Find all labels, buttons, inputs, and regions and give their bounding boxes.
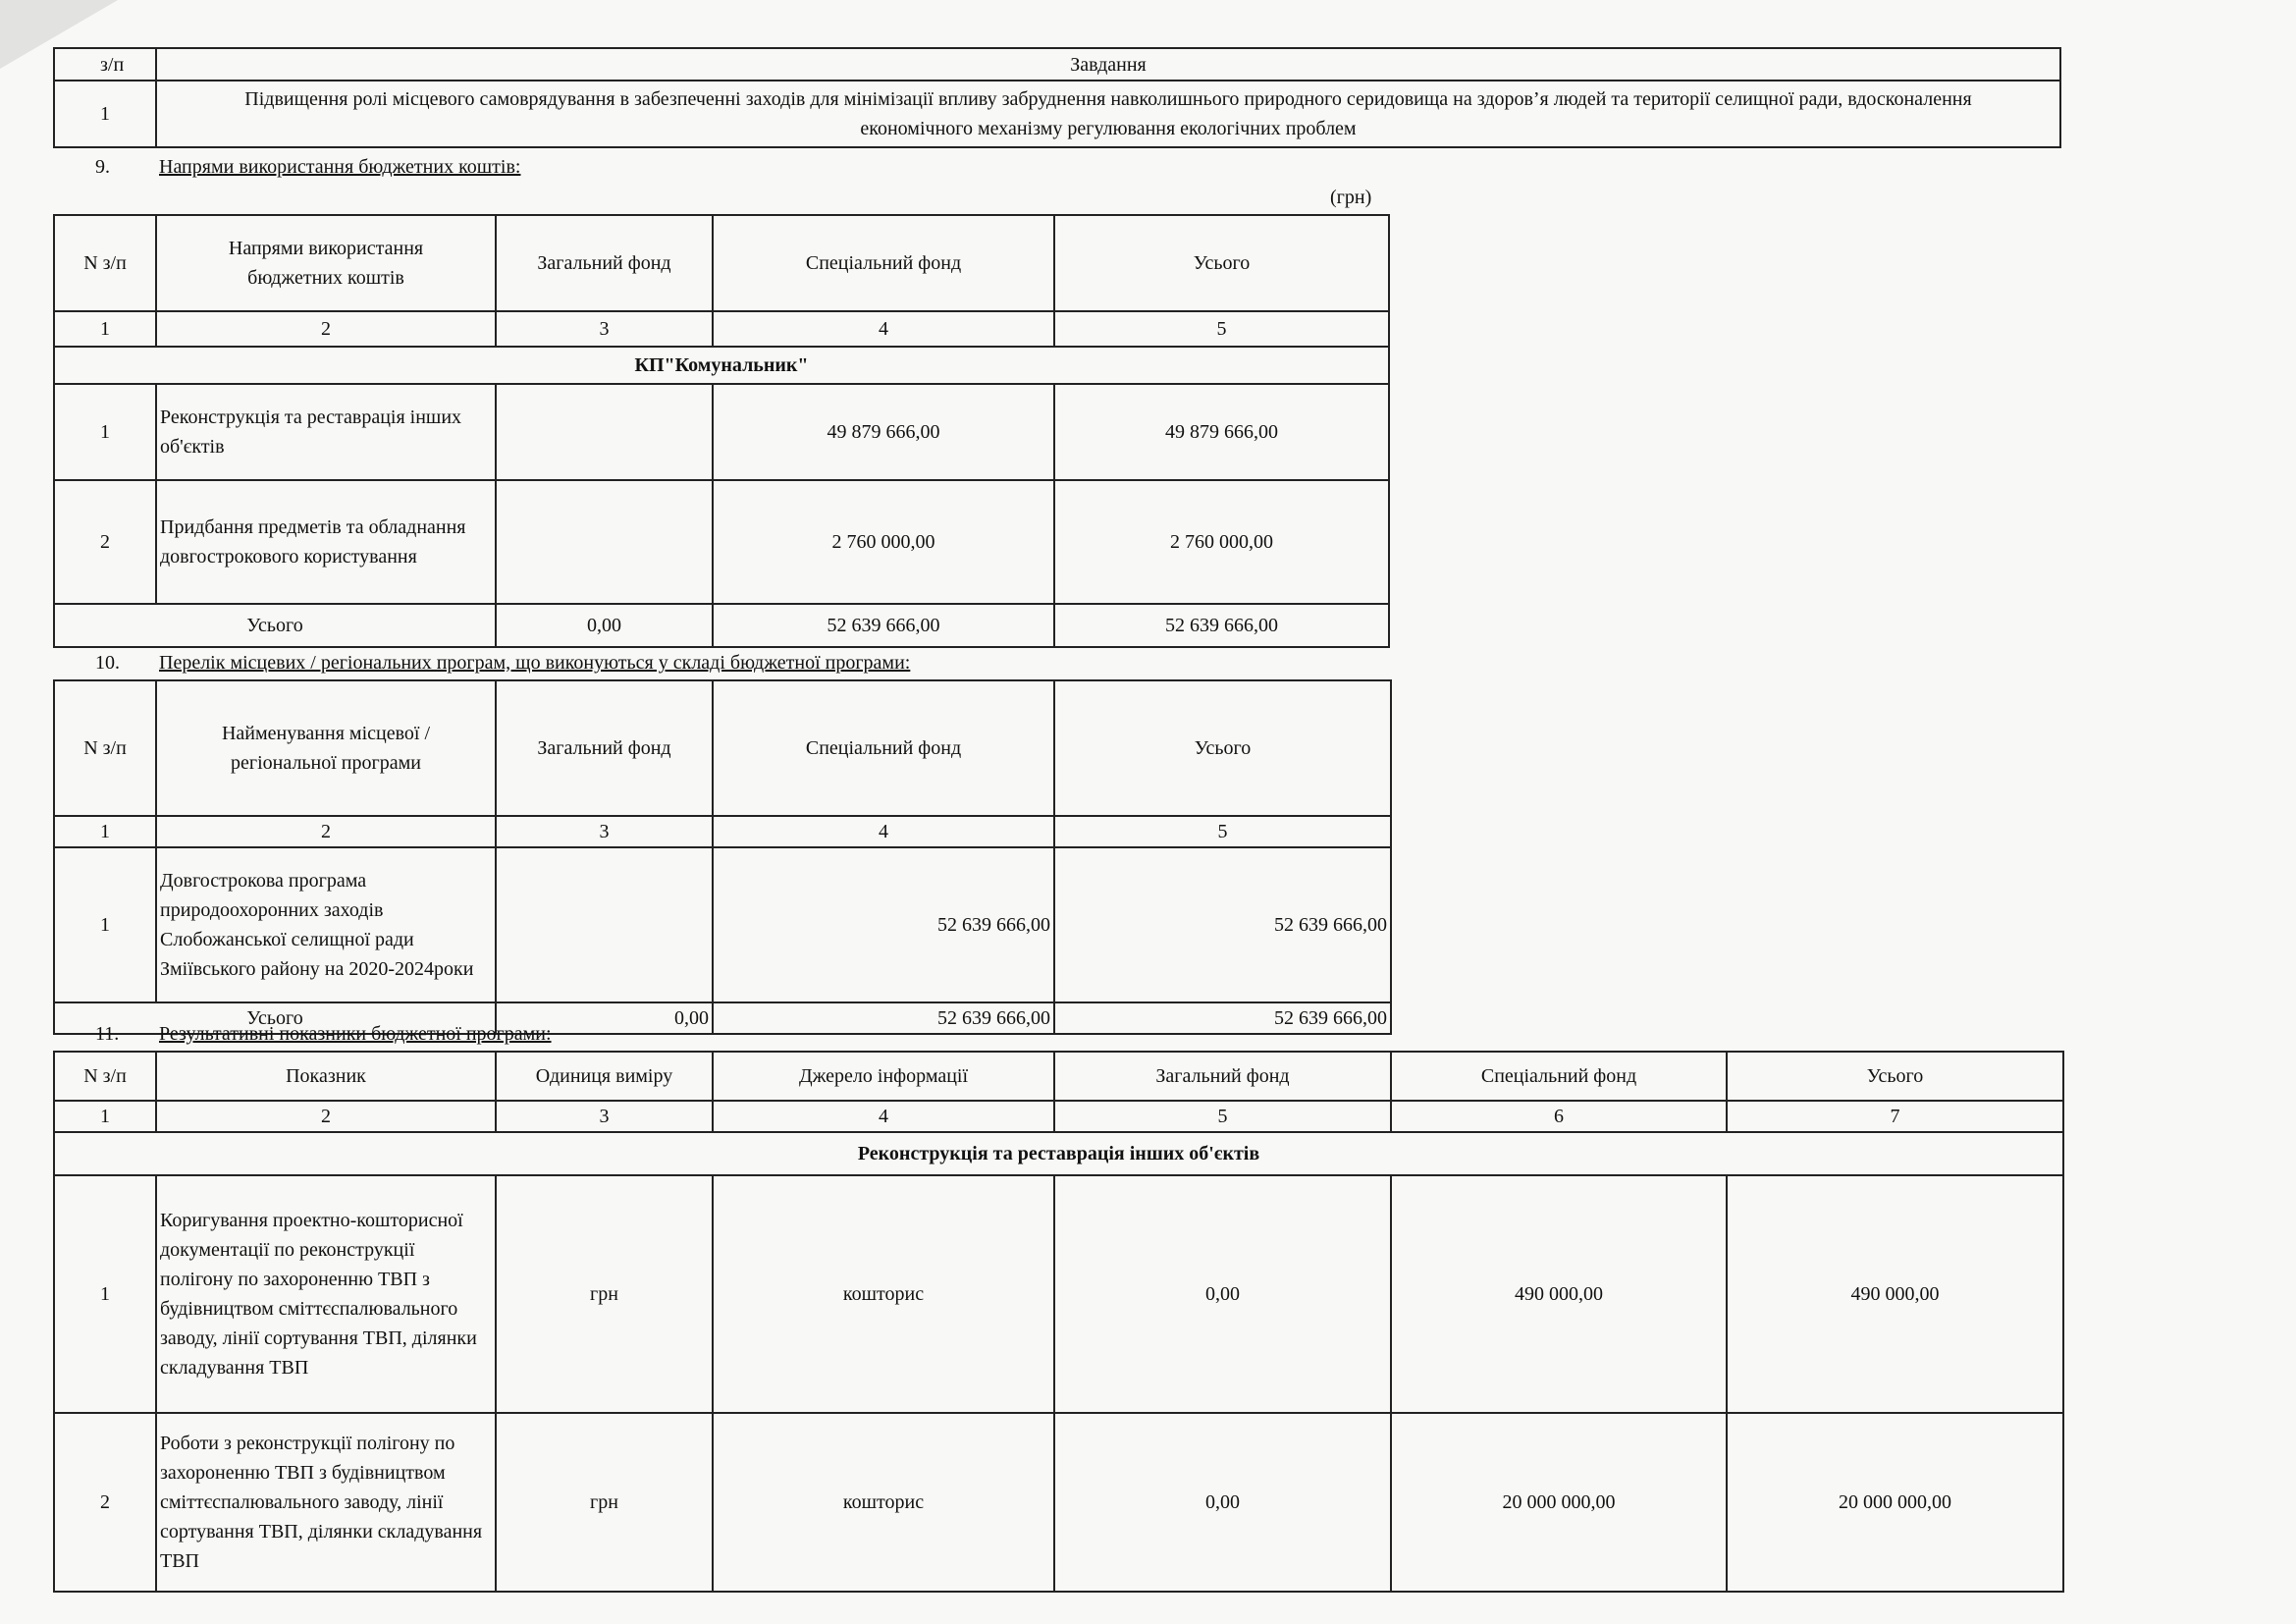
s9-index-cell: 5 (1054, 311, 1389, 347)
s10-index-cell: 2 (156, 816, 496, 847)
s10-header-name: Найменування місцевої / регіональної програми (156, 680, 496, 816)
s10-index-cell: 3 (496, 816, 713, 847)
s10-header-total: Усього (1054, 680, 1391, 816)
s9-header-num: N з/п (54, 215, 156, 311)
task-col-task: Завдання (156, 48, 2060, 81)
s10-total-total: 52 639 666,00 (1054, 1002, 1391, 1034)
s9-row-name: Реконструкція та реставрація інших об'єктів (156, 384, 496, 480)
s11-row-general: 0,00 (1054, 1413, 1391, 1592)
s11-row-num: 2 (54, 1413, 156, 1592)
section-10-title: Перелік місцевих / регіональних програм, що виконуються у складі бюджетної програми: (159, 652, 911, 674)
s10-total-label: Усього (54, 1002, 496, 1034)
section-11-number: 11. (95, 1023, 120, 1045)
table-row (54, 604, 1389, 647)
s11-header-total: Усього (1727, 1052, 2063, 1101)
s11-row-unit: грн (496, 1413, 713, 1592)
s10-total-general: 0,00 (496, 1002, 713, 1034)
s10-index-cell: 5 (1054, 816, 1391, 847)
s9-row-special: 2 760 000,00 (713, 480, 1054, 604)
section-10-number: 10. (95, 652, 120, 674)
s9-row-total: 2 760 000,00 (1054, 480, 1389, 604)
s10-row-special: 52 639 666,00 (713, 847, 1054, 1002)
s11-index-cell: 5 (1054, 1101, 1391, 1132)
s9-total-special: 52 639 666,00 (713, 604, 1054, 647)
s9-header-name: Напрями використання бюджетних коштів (156, 215, 496, 311)
s11-index-cell: 7 (1727, 1101, 2063, 1132)
performance-indicators-table (53, 1051, 2064, 1593)
s11-index-cell: 6 (1391, 1101, 1727, 1132)
s11-row-special: 490 000,00 (1391, 1175, 1727, 1413)
s9-row-num: 1 (54, 384, 156, 480)
s11-header-indicator: Показник (156, 1052, 496, 1101)
s9-header-special: Спеціальний фонд (713, 215, 1054, 311)
table-row (54, 847, 1391, 1002)
s11-header-source: Джерело інформації (713, 1052, 1054, 1101)
s9-row-special: 49 879 666,00 (713, 384, 1054, 480)
s9-row-general (496, 384, 713, 480)
s9-index-cell: 1 (54, 311, 156, 347)
task-col-num: з/п (54, 48, 156, 81)
s11-row-total: 490 000,00 (1727, 1175, 2063, 1413)
s9-total-label: Усього (54, 604, 496, 647)
s9-row-name: Придбання предметів та обладнання довгострокового користування (156, 480, 496, 604)
s9-index-cell: 4 (713, 311, 1054, 347)
s11-index-cell: 2 (156, 1101, 496, 1132)
task-row-text: Підвищення ролі місцевого самоврядування в забезпеченні заходів для мінімізації впливу забруднення навколишнього природного серидовища на здоров’я людей та території селищної ради, вдосконалення економічного механізму регулювання екологічних проблем (156, 81, 2060, 147)
s10-header-num: N з/п (54, 680, 156, 816)
s10-header-special: Спеціальний фонд (713, 680, 1054, 816)
s9-total-total: 52 639 666,00 (1054, 604, 1389, 647)
table-row (54, 1413, 2063, 1592)
task-table (53, 47, 2061, 148)
s10-row-general (496, 847, 713, 1002)
s11-index-cell: 3 (496, 1101, 713, 1132)
s10-row-num: 1 (54, 847, 156, 1002)
s10-index-cell: 1 (54, 816, 156, 847)
s11-header-special: Спеціальний фонд (1391, 1052, 1727, 1101)
section-9-number: 9. (95, 156, 110, 178)
s10-index-cell: 4 (713, 816, 1054, 847)
s11-row-unit: грн (496, 1175, 713, 1413)
local-programs-table (53, 679, 1392, 1035)
section-9-unit: (грн) (1330, 187, 1372, 208)
s11-row-name: Коригування проектно-кошторисної документації по реконструкції полігону по захороненню ТВП з будівництвом сміттєспалювального заводу, лінії сортування ТВП, ділянки складування ТВП (156, 1175, 496, 1413)
s11-row-source: кошторис (713, 1413, 1054, 1592)
s11-index-cell: 4 (713, 1101, 1054, 1132)
s9-header-total: Усього (1054, 215, 1389, 311)
s11-row-general: 0,00 (1054, 1175, 1391, 1413)
s11-group-title: Реконструкція та реставрація інших об'єктів (54, 1132, 2063, 1175)
s9-index-cell: 3 (496, 311, 713, 347)
budget-directions-table (53, 214, 1390, 648)
s9-row-general (496, 480, 713, 604)
s11-row-num: 1 (54, 1175, 156, 1413)
section-11-title: Результативні показники бюджетної програми: (159, 1023, 552, 1045)
s10-row-total: 52 639 666,00 (1054, 847, 1391, 1002)
s9-index-cell: 2 (156, 311, 496, 347)
table-row (54, 1175, 2063, 1413)
task-row-num: 1 (54, 81, 156, 147)
s11-row-source: кошторис (713, 1175, 1054, 1413)
table-row (54, 384, 1389, 480)
s11-row-special: 20 000 000,00 (1391, 1413, 1727, 1592)
s11-row-total: 20 000 000,00 (1727, 1413, 2063, 1592)
s11-header-general: Загальний фонд (1054, 1052, 1391, 1101)
s9-row-total: 49 879 666,00 (1054, 384, 1389, 480)
s11-header-unit: Одиниця виміру (496, 1052, 713, 1101)
s10-total-special: 52 639 666,00 (713, 1002, 1054, 1034)
s9-row-num: 2 (54, 480, 156, 604)
section-9-title: Напрями використання бюджетних коштів: (159, 156, 521, 178)
s9-header-general: Загальний фонд (496, 215, 713, 311)
s10-header-general: Загальний фонд (496, 680, 713, 816)
s9-total-general: 0,00 (496, 604, 713, 647)
s9-group-title: КП"Комунальник" (54, 347, 1389, 384)
s11-index-cell: 1 (54, 1101, 156, 1132)
table-row (54, 480, 1389, 604)
s10-row-name: Довгострокова програма природоохоронних заходів Слобожанської селищної ради Зміївського району на 2020-2024роки (156, 847, 496, 1002)
s11-header-num: N з/п (54, 1052, 156, 1101)
s11-row-name: Роботи з реконструкції полігону по захороненню ТВП з будівництвом сміттєспалювального заводу, лінії сортування ТВП, ділянки складування ТВП (156, 1413, 496, 1592)
